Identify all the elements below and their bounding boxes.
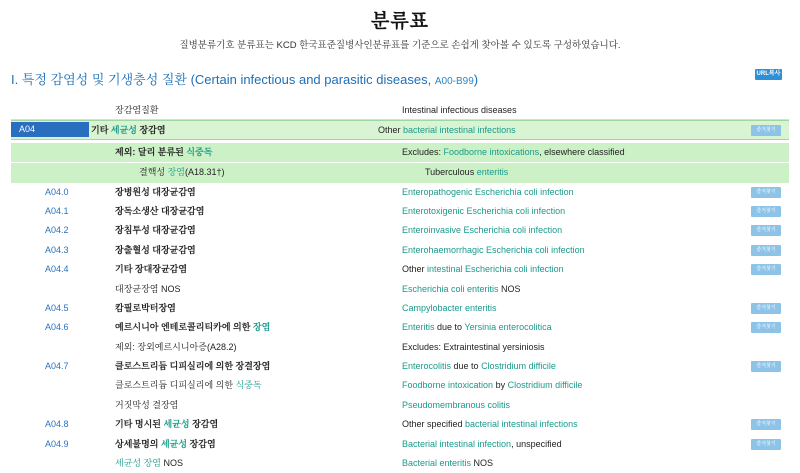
table-row[interactable] [11,357,789,376]
row-code[interactable]: A04.3 [45,244,69,255]
table-row [11,338,789,357]
row-korean-text: 제외: 달리 분류된 식중독 [115,146,213,157]
classification-table [11,101,789,473]
row-code[interactable]: A04.8 [45,419,69,430]
table-row-note [11,163,789,182]
row-korean-text: 장출혈성 대장균감염 [115,244,196,255]
table-row[interactable] [11,318,789,337]
row-english-text: Enterocolitis due to Clostridium difficile [402,361,556,372]
chapter-heading [11,69,478,88]
table-row[interactable] [11,415,789,434]
chapter-close-paren: ) [473,72,479,87]
row-korean-text: 거짓막성 결장염 [115,399,179,410]
row-english-text: Other bacterial intestinal infections [378,125,516,136]
row-code[interactable]: A04.4 [45,264,69,275]
row-english-text: Tuberculous enteritis [425,167,509,178]
table-row-selected[interactable] [11,120,789,139]
table-row[interactable] [11,202,789,221]
row-korean-text: 장병원성 대장균감염 [115,186,196,197]
row-code[interactable]: A04.5 [45,302,69,313]
row-code[interactable]: A04.2 [45,225,69,236]
row-korean-text: 제외: 장외예르시니아증(A28.2) [115,341,237,352]
row-english-text: Enterotoxigenic Escherichia coli infection [402,205,566,216]
chapter-range-link[interactable]: A00-B99 [434,76,474,87]
table-row[interactable] [11,183,789,202]
row-korean-text: 기타 장대장균감염 [115,264,188,275]
row-korean-text: 기타 명시된 세균성 장감염 [115,419,219,430]
page-subtitle: 질병분류기호 분류표는 KCD 한국표준질병사인분류표를 기준으로 손쉽게 찾아볼 수 있도록 구성하였습니다. [179,40,621,51]
bookmark-button[interactable]: 즐겨찾기 [751,322,781,333]
bookmark-button[interactable]: 즐겨찾기 [751,361,781,372]
bookmark-button[interactable]: 즐겨찾기 [751,245,781,256]
row-english-text: Enteropathogenic Escherichia coli infection [402,186,574,197]
row-korean-text: 대장균장염 NOS [115,283,181,294]
row-korean-text: 기타 세균성 장감염 [91,125,166,136]
page-title: 분류표 [370,11,430,32]
table-row [11,101,789,120]
row-korean-text: 상세불명의 세균성 장감염 [115,438,216,449]
row-korean-text: 장침투성 대장균감염 [115,225,196,236]
row-english-text: Escherichia coli enteritis NOS [402,283,521,294]
bookmark-button[interactable]: 즐겨찾기 [751,419,781,430]
row-english-text: Excludes: Extraintestinal yersiniosis [402,341,545,352]
bookmark-button[interactable]: 즐겨찾기 [751,125,781,136]
table-row[interactable] [11,435,789,454]
row-english-text: Enteritis due to Yersinia enterocolitica [402,322,552,333]
row-english-text: Other specified bacterial intestinal infections [402,419,578,430]
row-english-text: Other intestinal Escherichia coli infection [402,264,564,275]
table-row [11,396,789,415]
table-row-note [11,143,789,162]
row-korean-text: 결핵성 장염(A18.31†) [139,167,225,178]
row-english-text: Enterohaemorrhagic Escherichia coli infection [402,244,585,255]
row-code[interactable]: A04.6 [45,322,69,333]
row-korean-text: 예르시니아 엔테로콜리티카에 의한 장염 [115,322,271,333]
table-row[interactable] [11,221,789,240]
row-korean-text: 캄필로박터장염 [115,302,176,313]
table-row [11,454,789,473]
bookmark-button[interactable]: 즐겨찾기 [751,439,781,450]
table-row[interactable] [11,241,789,260]
table-row[interactable] [11,260,789,279]
chapter-title: I. 특정 감염성 및 기생충성 질환 (Certain infectious and parasitic diseases, [11,72,432,87]
bookmark-button[interactable]: 즐겨찾기 [751,303,781,314]
row-english-text: Excludes: Foodborne intoxications, elsewhere classified [402,146,625,157]
row-code[interactable]: A04.7 [45,361,69,372]
row-english-text: Foodborne intoxication by Clostridium difficile [402,380,583,391]
url-copy-button[interactable]: URL복사 [755,69,782,80]
row-korean-text: 클로스트리듐 디피실리에 의한 식중독 [115,380,262,391]
row-english-text: Intestinal infectious diseases [402,105,517,115]
row-code[interactable]: A04.0 [45,186,69,197]
row-english-text: Bacterial intestinal infection, unspecified [402,438,562,449]
row-english-text: Enteroinvasive Escherichia coli infection [402,225,563,236]
row-english-text: Campylobacter enteritis [402,302,497,313]
bookmark-button[interactable]: 즐겨찾기 [751,187,781,198]
row-korean-text: 세균성 장염 NOS [115,458,183,469]
row-korean-text: 장감염질환 [115,105,159,115]
table-row[interactable] [11,299,789,318]
row-korean-text: 장독소생산 대장균감염 [115,205,205,216]
table-row [11,376,789,395]
bookmark-button[interactable]: 즐겨찾기 [751,225,781,236]
table-row [11,280,789,299]
bookmark-button[interactable]: 즐겨찾기 [751,264,781,275]
bookmark-button[interactable]: 즐겨찾기 [751,206,781,217]
row-korean-text: 클로스트리듐 디피실리에 의한 장결장염 [115,361,271,372]
row-english-text: Bacterial enteritis NOS [402,458,494,469]
row-english-text: Pseudomembranous colitis [402,399,511,410]
row-code[interactable]: A04.1 [45,205,69,216]
row-code[interactable]: A04 [11,122,89,137]
row-code[interactable]: A04.9 [45,438,69,449]
